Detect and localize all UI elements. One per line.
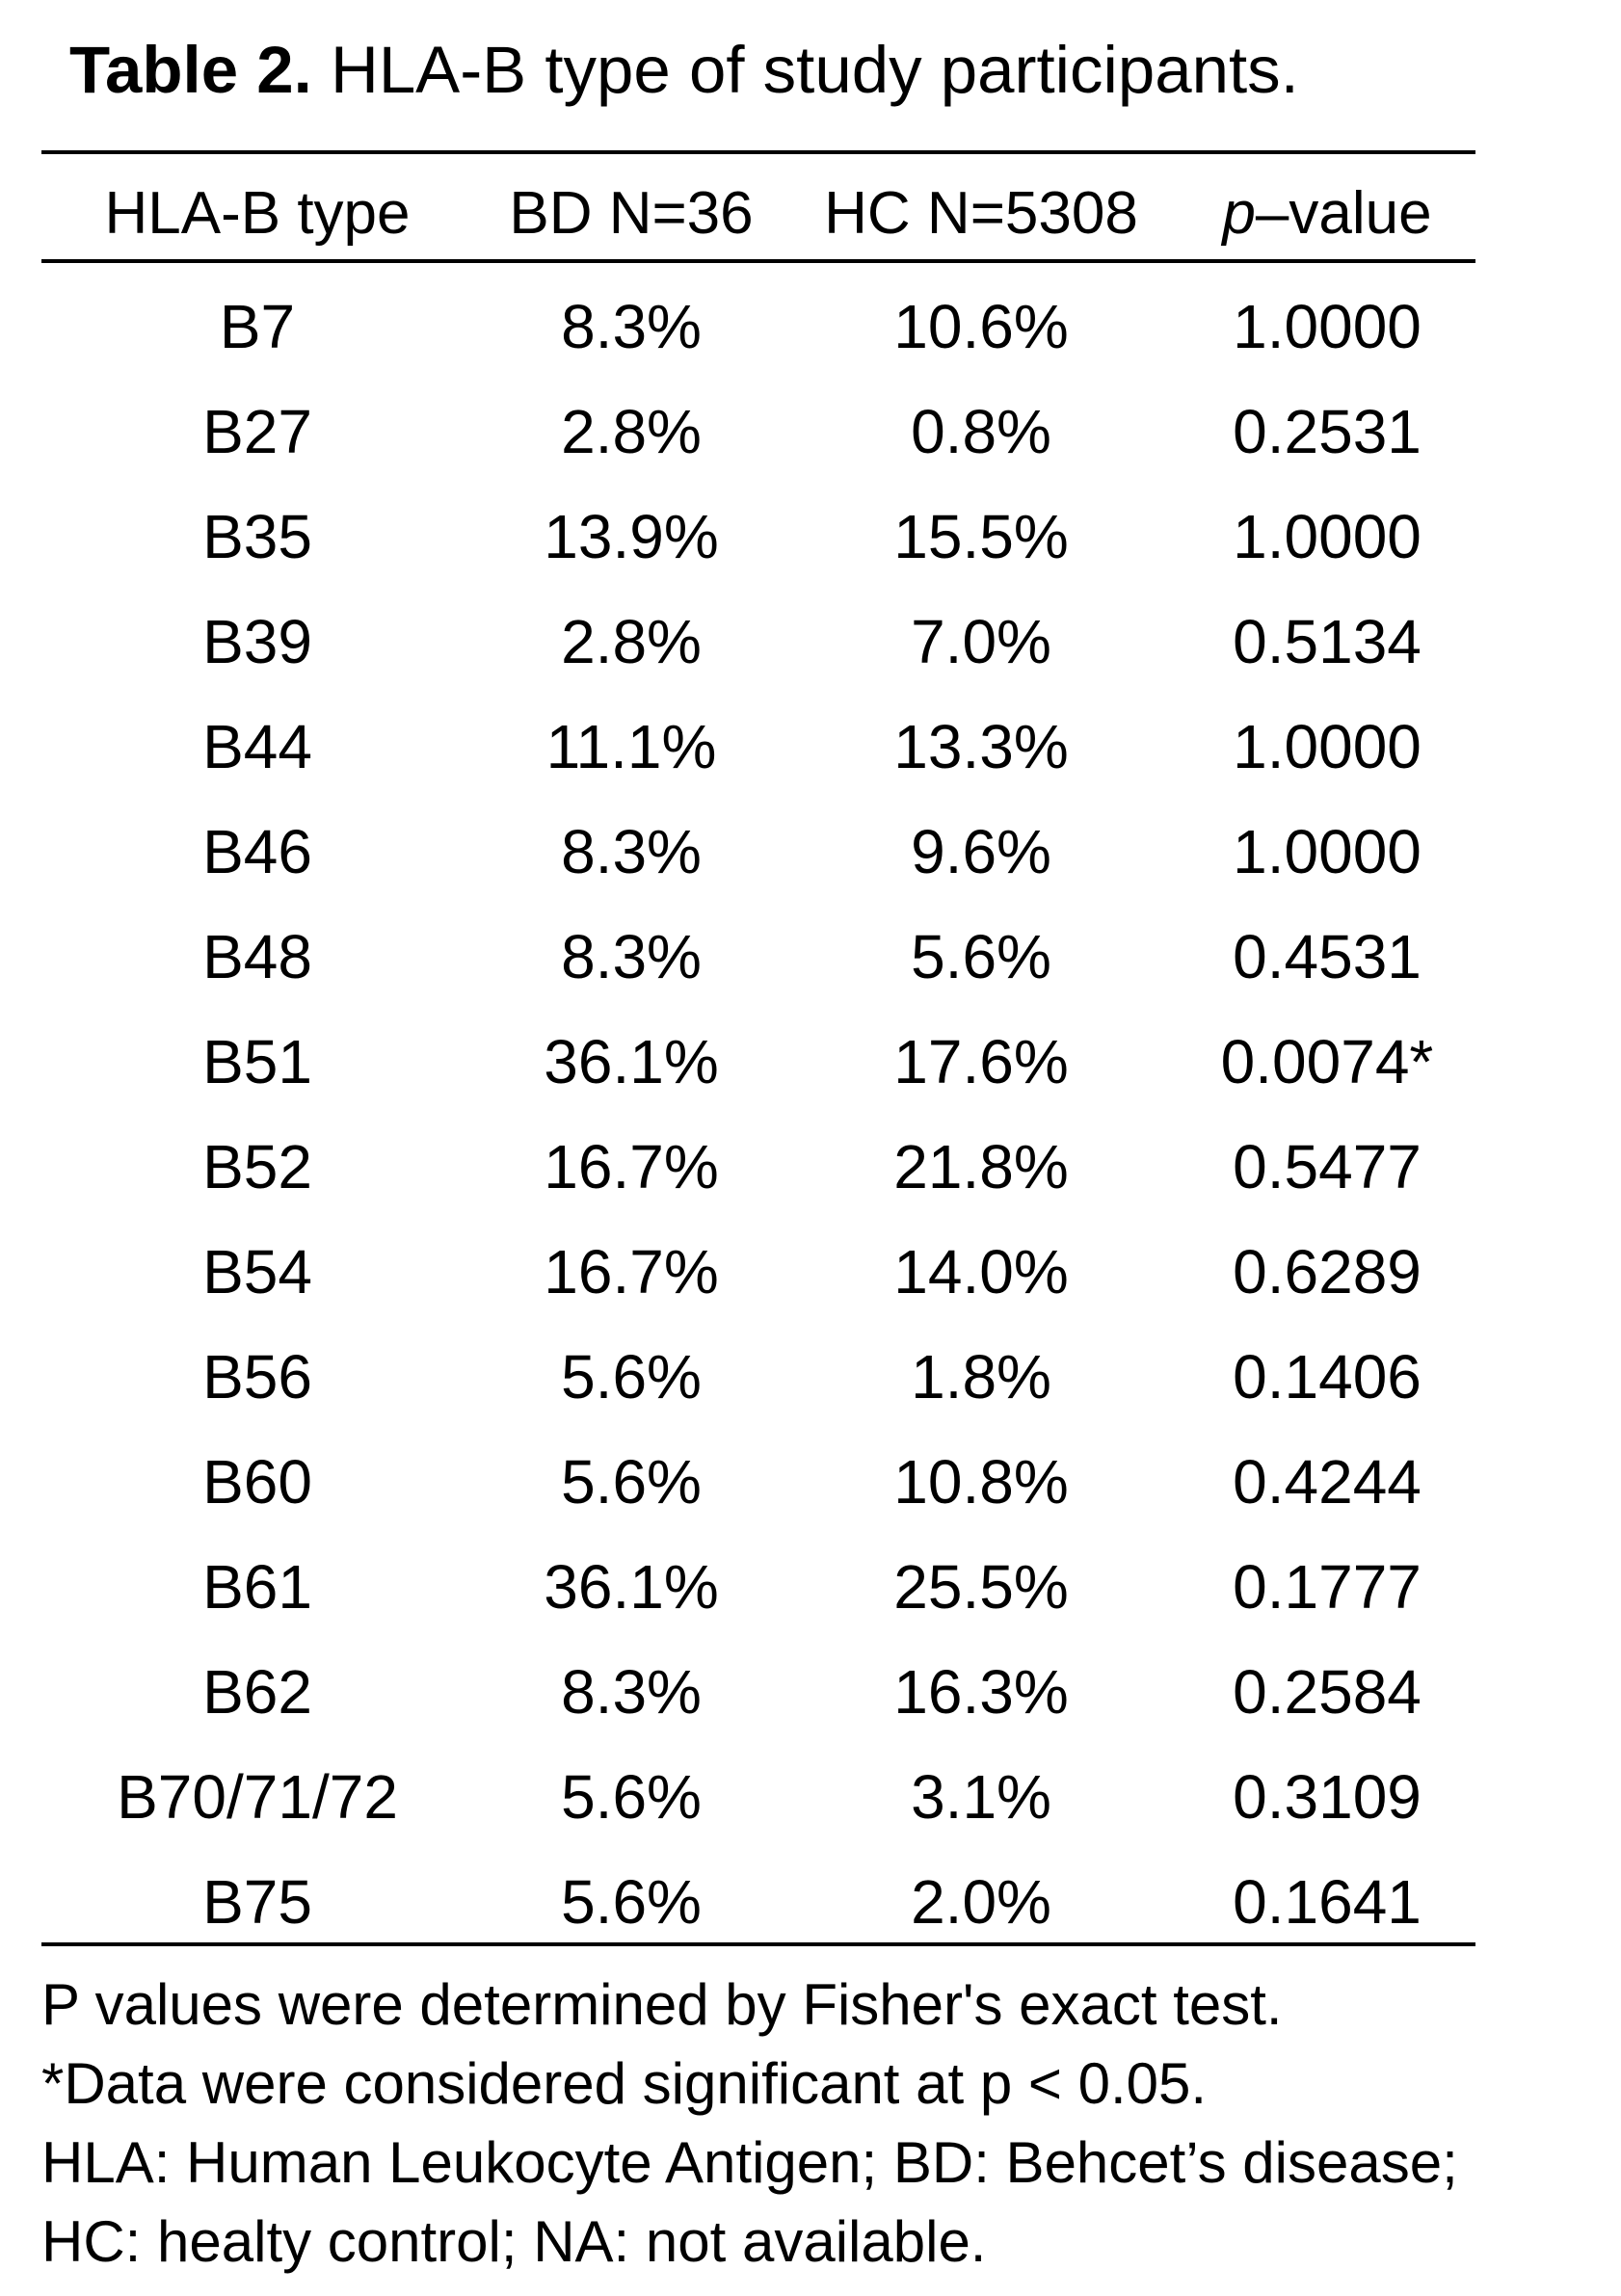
table-row (41, 1010, 1475, 1115)
cell-hla-type: B7 (219, 292, 296, 361)
cell-hla-type: B75 (202, 1867, 312, 1937)
cell-bd: 2.8% (561, 397, 702, 466)
cell-hc: 17.6% (893, 1027, 1069, 1096)
table-row (41, 590, 1475, 695)
header-p-rest: –value (1255, 180, 1432, 247)
cell-hla-type: B61 (202, 1552, 312, 1622)
cell-hc: 15.5% (893, 502, 1069, 571)
cell-p-value: 1.0000 (1233, 817, 1422, 886)
cell-hc: 0.8% (911, 397, 1051, 466)
cell-bd: 8.3% (561, 922, 702, 991)
table-row (41, 1535, 1475, 1640)
cell-hla-type: B35 (202, 502, 312, 571)
table-header-row (41, 157, 1475, 257)
cell-hc: 2.0% (911, 1867, 1051, 1937)
cell-hla-type: B62 (202, 1657, 312, 1727)
cell-hc: 1.8% (911, 1342, 1051, 1412)
cell-bd: 5.6% (561, 1447, 702, 1517)
header-p-value (1150, 157, 1504, 257)
cell-hc: 10.8% (893, 1447, 1069, 1517)
cell-hla-type: B27 (202, 397, 312, 466)
cell-hla-type: B46 (202, 817, 312, 886)
cell-hc: 3.1% (911, 1762, 1051, 1832)
cell-hla-type: B39 (202, 607, 312, 676)
cell-p-value: 0.4531 (1233, 922, 1422, 991)
note-line: P values were determined by Fisher's exact test. (41, 1972, 1283, 2037)
cell-hc: 14.0% (893, 1237, 1069, 1306)
cell-p-value: 0.5134 (1233, 607, 1422, 676)
note-line: *Data were considered significant at p < 0.05. (41, 2051, 1208, 2116)
cell-bd: 11.1% (545, 712, 717, 781)
table-row (41, 1850, 1475, 1955)
cell-hla-type: B44 (202, 712, 312, 781)
table-row (41, 1745, 1475, 1850)
cell-hc: 7.0% (911, 607, 1051, 676)
table-row (41, 800, 1475, 905)
table-row (41, 695, 1475, 800)
cell-hla-type: B52 (202, 1132, 312, 1201)
table-row (41, 275, 1475, 380)
cell-hc: 21.8% (893, 1132, 1069, 1201)
table-top-rule (41, 150, 1475, 154)
cell-bd: 36.1% (544, 1027, 719, 1096)
cell-p-value: 0.5477 (1233, 1132, 1422, 1201)
cell-p-value: 0.2584 (1233, 1657, 1422, 1727)
cell-p-value: 1.0000 (1233, 502, 1422, 571)
table-row (41, 1115, 1475, 1220)
table-row (41, 1325, 1475, 1430)
header-hc: HC N=5308 (824, 180, 1138, 247)
cell-p-value: 0.2531 (1233, 397, 1422, 466)
cell-hc: 9.6% (911, 817, 1051, 886)
cell-hc: 16.3% (893, 1657, 1069, 1727)
cell-p-value: 1.0000 (1233, 712, 1422, 781)
table-notes (41, 1966, 1458, 2282)
note-line: HLA: Human Leukocyte Antigen; BD: Behcet’s disease; (41, 2130, 1458, 2195)
cell-bd: 13.9% (544, 502, 719, 571)
cell-bd: 5.6% (561, 1342, 702, 1412)
table-row (41, 485, 1475, 590)
cell-bd: 8.3% (561, 1657, 702, 1727)
cell-hla-type: B48 (202, 922, 312, 991)
table-header-rule (41, 259, 1475, 263)
cell-hc: 25.5% (893, 1552, 1069, 1622)
cell-bd: 8.3% (561, 817, 702, 886)
note-line: HC: healty control; NA: not available. (41, 2209, 987, 2274)
cell-hla-type: B60 (202, 1447, 312, 1517)
table-row (41, 1430, 1475, 1535)
table-row (41, 905, 1475, 1010)
cell-p-value: 0.6289 (1233, 1237, 1422, 1306)
cell-hla-type: B56 (202, 1342, 312, 1412)
cell-hc: 5.6% (911, 922, 1051, 991)
header-hla-type: HLA-B type (104, 180, 411, 247)
cell-hc: 10.6% (893, 292, 1069, 361)
cell-p-value: 0.1641 (1233, 1867, 1422, 1937)
cell-bd: 8.3% (561, 292, 702, 361)
cell-bd: 2.8% (561, 607, 702, 676)
table-row (41, 1640, 1475, 1745)
table-row (41, 380, 1475, 485)
table-caption-label: Table 2. (69, 33, 312, 107)
header-p-italic: p (1222, 180, 1256, 247)
cell-bd: 5.6% (561, 1867, 702, 1937)
cell-bd: 36.1% (544, 1552, 719, 1622)
cell-p-value: 0.1406 (1233, 1342, 1422, 1412)
cell-p-value: 1.0000 (1233, 292, 1422, 361)
cell-p-value: 0.3109 (1233, 1762, 1422, 1832)
cell-hla-type: B51 (202, 1027, 312, 1096)
table-bottom-rule (41, 1942, 1475, 1946)
cell-p-value: 0.4244 (1233, 1447, 1422, 1517)
cell-bd: 16.7% (544, 1237, 719, 1306)
cell-hc: 13.3% (893, 712, 1069, 781)
cell-bd: 16.7% (544, 1132, 719, 1201)
cell-hla-type: B54 (202, 1237, 312, 1306)
table-caption (69, 27, 1299, 114)
cell-p-value: 0.0074* (1220, 1027, 1434, 1096)
header-bd: BD N=36 (509, 180, 754, 247)
cell-p-value: 0.1777 (1233, 1552, 1422, 1622)
cell-bd: 5.6% (561, 1762, 702, 1832)
table-caption-text: HLA-B type of study participants. (311, 33, 1299, 107)
cell-hla-type: B70/71/72 (117, 1762, 398, 1832)
table-row (41, 1220, 1475, 1325)
